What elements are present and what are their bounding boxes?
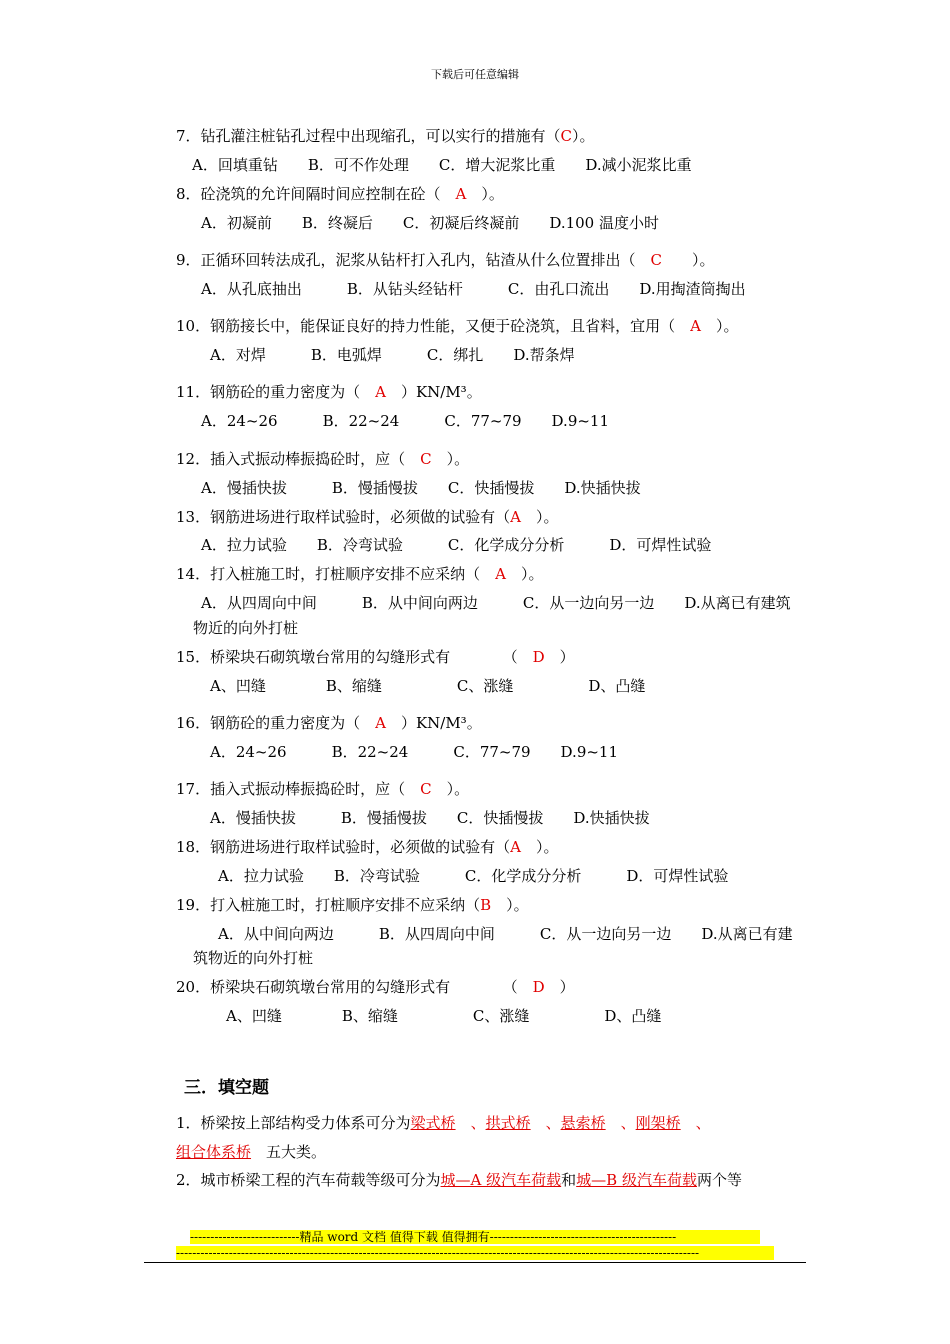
fill-answer: 梁式桥: [410, 1114, 456, 1132]
fill-answer: 刚架桥: [635, 1114, 681, 1132]
fill-text: 两个等: [696, 1171, 742, 1189]
question-7-options: A．回填重钻 B．可不作处理 C．增大泥浆比重 D.减小泥浆比重: [192, 156, 692, 174]
question-15-options: A、凹缝 B、缩缝 C、涨缝 D、凸缝: [210, 677, 646, 695]
question-text: 10．钢筋接长中，能保证良好的持力性能，又便于砼浇筑，且省料，宜用（: [176, 317, 691, 335]
question-11: [176, 382, 482, 402]
answer-mark: A: [375, 714, 386, 732]
question-8: [176, 184, 504, 204]
fill-answer: 拱式桥: [485, 1114, 531, 1132]
question-end: ）。: [491, 896, 529, 914]
fill-answer: 组合体系桥: [176, 1143, 252, 1161]
question-13-options: A．拉力试验 B．冷弯试验 C．化学成分分析 D．可焊性试验: [201, 536, 712, 554]
question-end: ）。: [520, 508, 559, 526]
question-10-options: A．对焊 B．电弧焊 C．绑扎 D.帮条焊: [210, 346, 575, 364]
fill-question-1-cont: [176, 1142, 326, 1162]
answer-mark: C: [560, 127, 573, 145]
question-end: ）。: [520, 838, 559, 856]
question-text: 8．砼浇筑的允许间隔时间应控制在砼（: [176, 185, 456, 203]
fill-answer: 悬索桥: [560, 1114, 606, 1132]
answer-mark: C: [420, 450, 432, 468]
question-20: [176, 977, 575, 997]
fill-separator: 、: [605, 1114, 636, 1132]
fill-text: 五大类。: [266, 1143, 327, 1161]
question-9-options: A．从孔底抽出 B．从钻头经钻杆 C．由孔口流出 D.用掏渣筒掏出: [201, 280, 746, 298]
question-9: [176, 250, 715, 270]
answer-mark: C: [650, 251, 663, 269]
answer-mark: A: [510, 838, 521, 856]
question-end: ）。: [700, 317, 739, 335]
question-end: ）。: [662, 251, 715, 269]
fill-text: 和: [561, 1171, 577, 1189]
fill-separator: 、: [530, 1114, 561, 1132]
fill-answer: 城—B 级汽车荷载: [576, 1171, 697, 1189]
answer-mark: A: [375, 383, 386, 401]
question-15: [176, 647, 575, 667]
page-header-note: 下载后可任意编辑: [431, 68, 519, 81]
question-14-options: A．从四周向中间 B．从中间向两边 C．从一边向另一边 D.从离已有建筑: [201, 594, 791, 612]
question-16: [176, 713, 482, 733]
answer-mark: A: [510, 508, 521, 526]
fill-answer: 城—A 级汽车荷载: [440, 1171, 562, 1189]
fill-question-1: [176, 1113, 711, 1133]
question-end: ）: [544, 978, 575, 996]
fill-separator: 、: [680, 1114, 711, 1132]
question-17-options: A．慢插快拔 B．慢插慢拔 C．快插慢拔 D.快插快拔: [210, 809, 650, 827]
footer-dashes: ---------------------------------------------------------------------------------------------------------------------------------: [176, 1246, 774, 1260]
question-end: ）KN/M³。: [385, 714, 482, 732]
question-end: ）。: [431, 450, 470, 468]
answer-mark: A: [495, 565, 506, 583]
answer-mark: C: [420, 780, 432, 798]
fill-question-2: [176, 1170, 742, 1190]
fill-separator: 、: [455, 1114, 486, 1132]
question-14-options-cont: 物近的向外打桩: [193, 619, 299, 637]
question-end: ）: [544, 648, 575, 666]
question-end: ）。: [431, 780, 470, 798]
answer-mark: A: [690, 317, 701, 335]
question-13: [176, 507, 558, 527]
question-14: [176, 564, 543, 584]
question-16-options: A．24~26 B．22~24 C．77~79 D.9~11: [210, 743, 619, 761]
question-text: 18．钢筋进场进行取样试验时，必须做的试验有（: [176, 838, 511, 856]
question-text: 7．钻孔灌注桩钻孔过程中出现缩孔，可以实行的措施有（: [176, 127, 561, 145]
section-title: 三．填空题: [184, 1078, 269, 1098]
question-end: ）。: [466, 185, 504, 203]
question-end: ）。: [505, 565, 544, 583]
question-12-options: A．慢插快拔 B．慢插慢拔 C．快插慢拔 D.快插快拔: [201, 479, 641, 497]
question-text: 17．插入式振动棒振捣砼时，应（: [176, 780, 421, 798]
question-19: [176, 895, 529, 915]
question-17: [176, 779, 469, 799]
question-text: 16．钢筋砼的重力密度为（: [176, 714, 376, 732]
answer-mark: D: [532, 978, 545, 996]
question-end: ）。: [572, 127, 595, 145]
question-text: 20．桥梁块石砌筑墩台常用的勾缝形式有 （: [176, 978, 533, 996]
question-18: [176, 837, 558, 857]
footer-rule: [144, 1262, 806, 1263]
question-7: [176, 126, 595, 146]
question-text: 9．正循环回转法成孔，泥浆从钻杆打入孔内，钻渣从什么位置排出（: [176, 251, 651, 269]
question-11-options: A．24~26 B．22~24 C．77~79 D.9~11: [201, 412, 610, 430]
question-end: ）KN/M³。: [385, 383, 482, 401]
footer-banner: ---------------------------精品 word 文档 值得下载 值得拥有----------------------------------------------: [190, 1230, 760, 1244]
question-text: 14．打入桩施工时，打桩顺序安排不应采纳（: [176, 565, 496, 583]
question-12: [176, 449, 469, 469]
question-8-options: A．初凝前 B．终凝后 C．初凝后终凝前 D.100 温度小时: [201, 214, 659, 232]
fill-text: 1．桥梁按上部结构受力体系可分为: [176, 1114, 411, 1132]
question-19-options: A．从中间向两边 B．从四周向中间 C．从一边向另一边 D.从离已有建: [218, 925, 793, 943]
question-text: 19．打入桩施工时，打桩顺序安排不应采纳（: [176, 896, 481, 914]
question-18-options: A．拉力试验 B．冷弯试验 C．化学成分分析 D．可焊性试验: [218, 867, 729, 885]
question-19-options-cont: 筑物近的向外打桩: [193, 949, 314, 967]
answer-mark: B: [480, 896, 492, 914]
question-text: 13．钢筋进场进行取样试验时，必须做的试验有（: [176, 508, 511, 526]
question-text: 11．钢筋砼的重力密度为（: [176, 383, 376, 401]
question-20-options: A、凹缝 B、缩缝 C、涨缝 D、凸缝: [226, 1007, 662, 1025]
answer-mark: D: [532, 648, 545, 666]
question-10: [176, 316, 738, 336]
answer-mark: A: [455, 185, 467, 203]
question-text: 15．桥梁块石砌筑墩台常用的勾缝形式有 （: [176, 648, 533, 666]
fill-text: 2．城市桥梁工程的汽车荷载等级可分为: [176, 1171, 441, 1189]
question-text: 12．插入式振动棒振捣砼时，应（: [176, 450, 421, 468]
